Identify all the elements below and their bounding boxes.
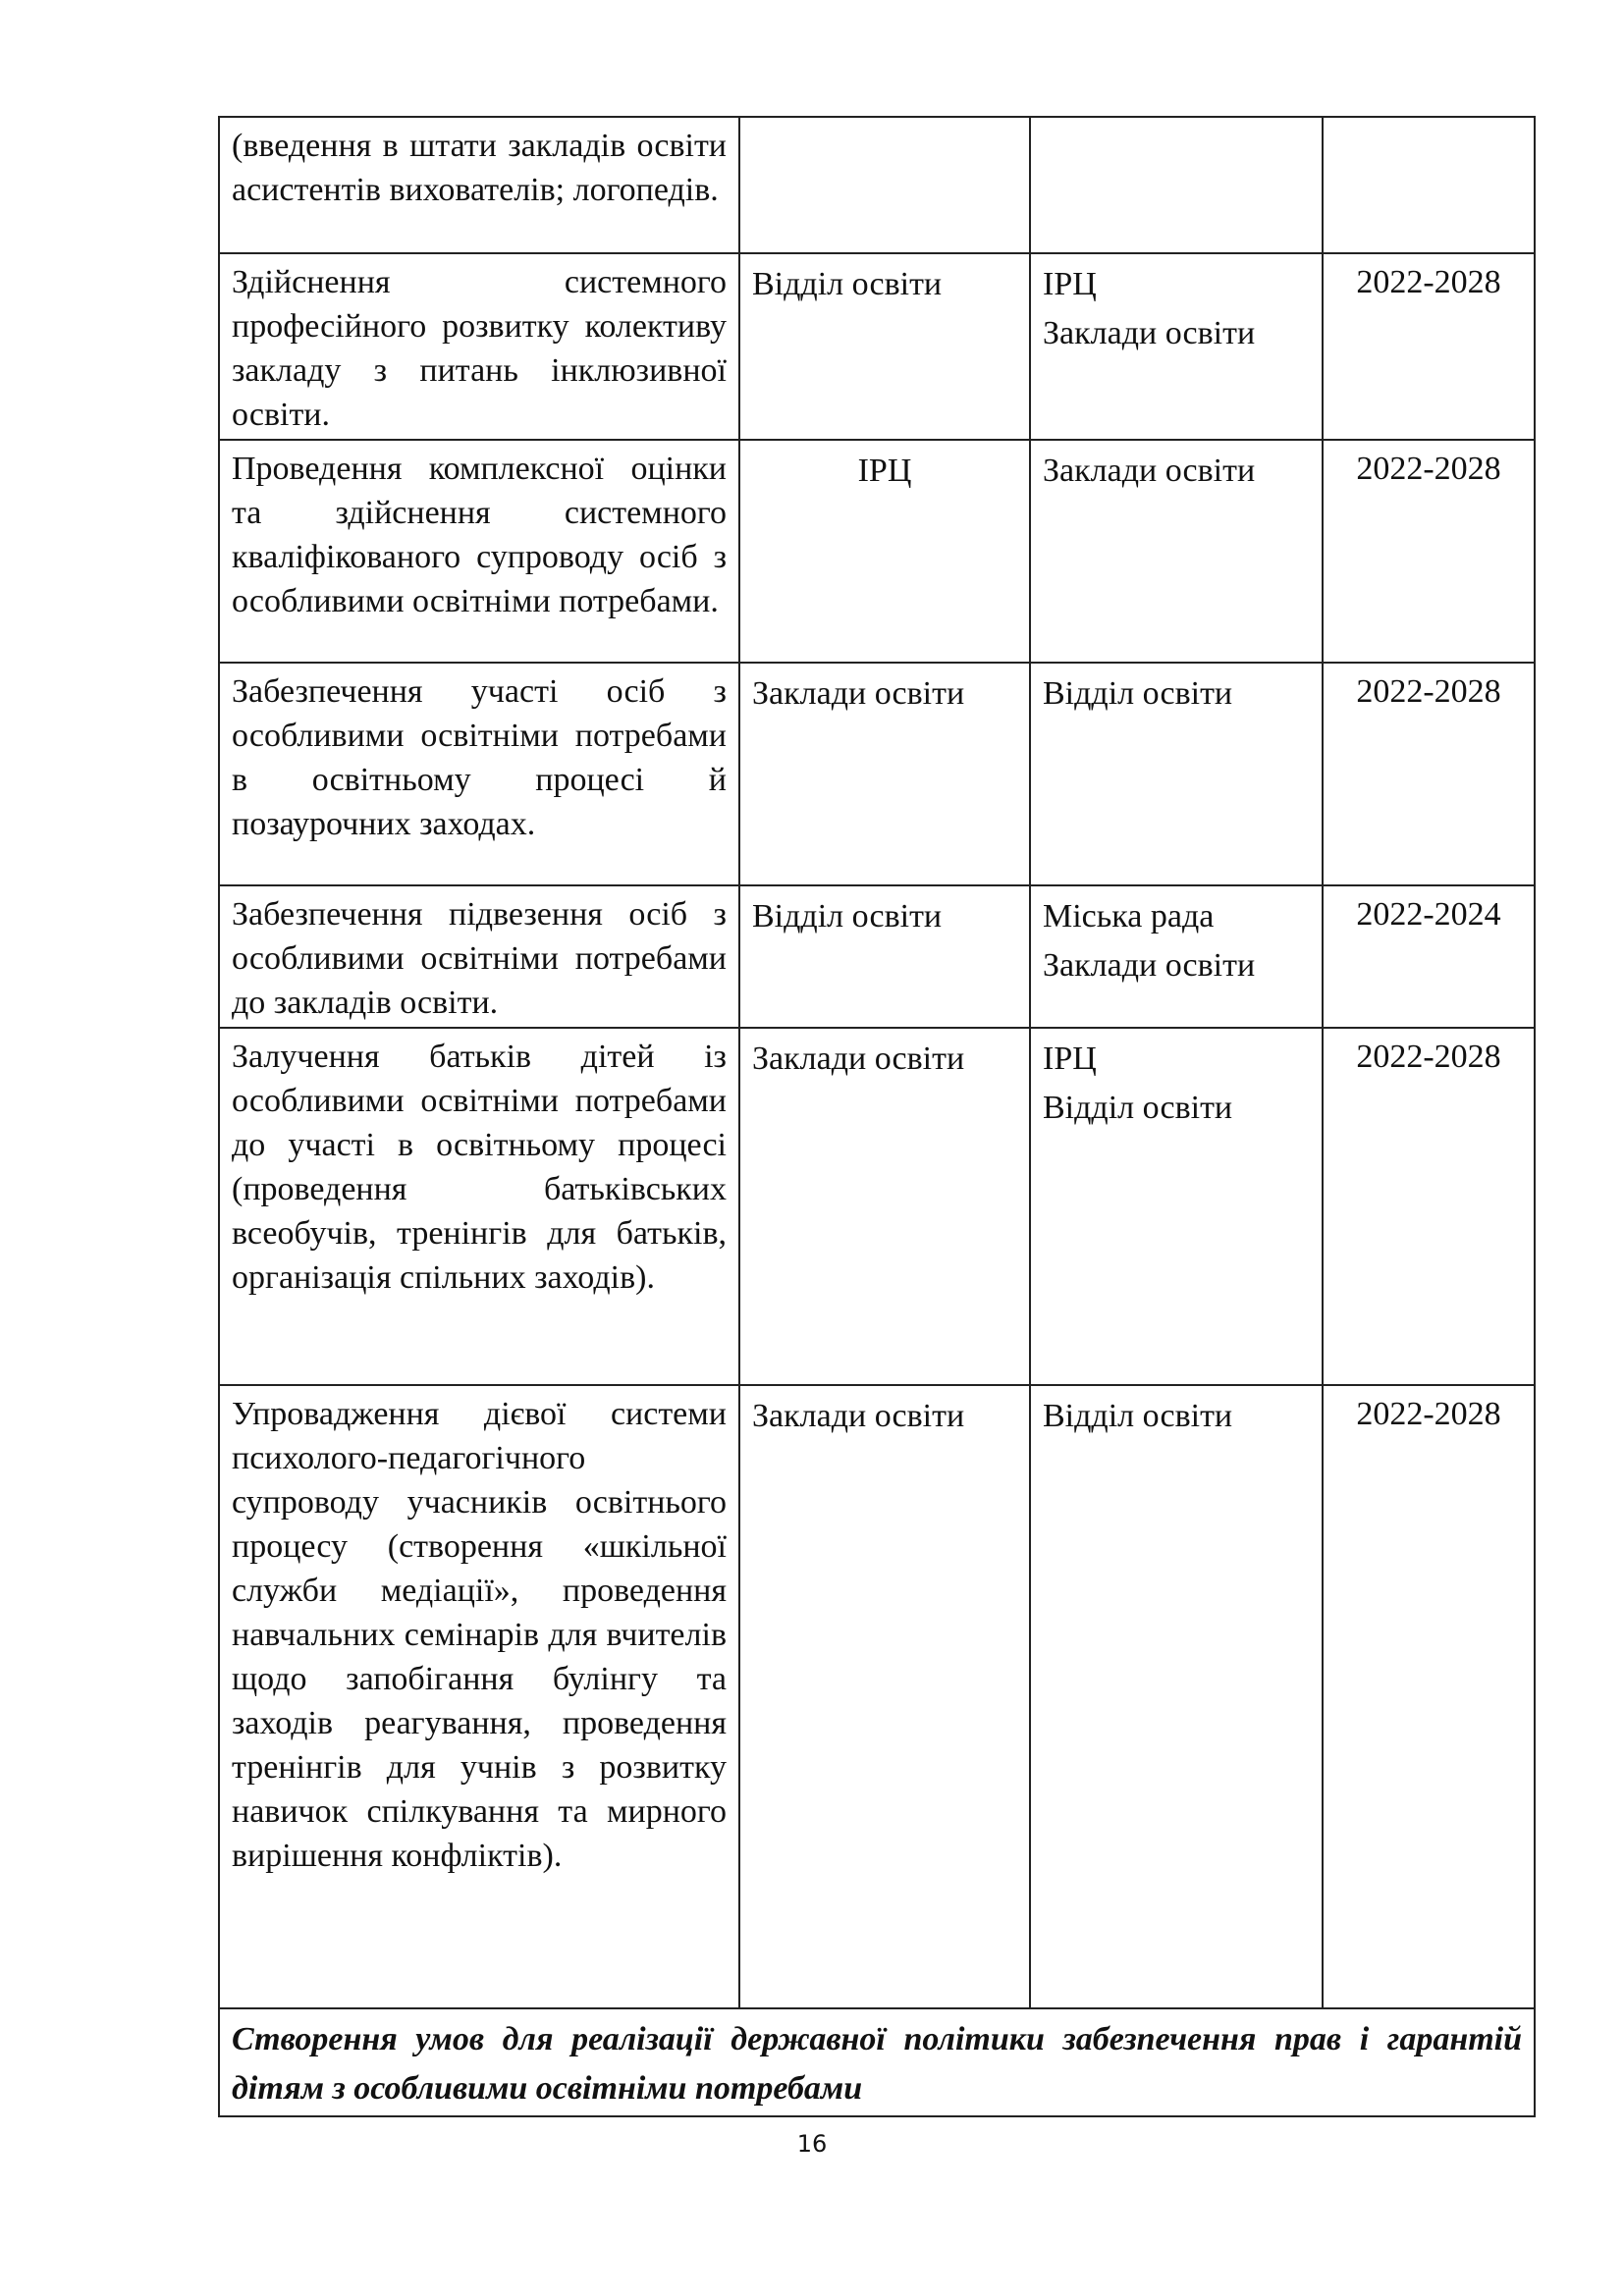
period-cell: 2022-2028 (1323, 1028, 1535, 1385)
table-row (219, 1028, 1535, 1385)
partners-cell (1030, 117, 1323, 253)
responsible-label: Відділ освіти (752, 266, 943, 302)
table-row (219, 440, 1535, 663)
table-row (219, 1385, 1535, 2008)
activity-cell: Залучення батьків дітей із особливими освітніми потребами до участі в освітньому процесі (проведення батьківських всеобучів, тренінгів для батьків, організація спільних заходів). (219, 1028, 739, 1385)
table-row (219, 117, 1535, 253)
partner-label: ІРЦ (1043, 266, 1097, 302)
partner-label: Відділ освіти (1043, 1090, 1233, 1126)
activity-cell: Упровадження дієвої системи психолого-педагогічного супроводу учасників освітнього процесу (створення «шкільної служби медіації», проведення навчальних семінарів для вчителів щодо запобігання булінгу та заходів реагування, проведення тренінгів для учнів з розвитку навичок спілкування та мирного вирішення конфліктів). (219, 1385, 739, 2008)
partner-label: Відділ освіти (1043, 1398, 1233, 1434)
responsible-label: Заклади освіти (752, 1398, 965, 1434)
responsible-cell (739, 1385, 1030, 2008)
table-row (219, 885, 1535, 1028)
measures-table (218, 116, 1536, 2117)
responsible-label: Заклади освіти (752, 675, 965, 712)
partners-cell (1030, 1385, 1323, 2008)
responsible-cell (739, 253, 1030, 440)
period-cell: 2022-2028 (1323, 440, 1535, 663)
section-heading (219, 2008, 1535, 2116)
period-cell (1323, 117, 1535, 253)
section-heading-text: Створення умов для реалізації державної політики забезпечення прав і гарантій дітям з особливими освітніми потребами (232, 2021, 1522, 2107)
activity-cell: Забезпечення підвезення осіб з особливими освітніми потребами до закладів освіти. (219, 885, 739, 1028)
responsible-cell (739, 440, 1030, 663)
responsible-cell (739, 663, 1030, 885)
section-heading-row (219, 2008, 1535, 2116)
partners-cell (1030, 440, 1323, 663)
partner-label: Міська рада (1043, 898, 1215, 934)
partner-label: Заклади освіти (1043, 315, 1256, 351)
partners-cell (1030, 663, 1323, 885)
period-cell: 2022-2024 (1323, 885, 1535, 1028)
partners-cell (1030, 885, 1323, 1028)
activity-cell: Здійснення системного професійного розвитку колективу закладу з питань інклюзивної освіти. (219, 253, 739, 440)
page-number: 16 (796, 2130, 828, 2158)
partner-label: Заклади освіти (1043, 453, 1256, 489)
partner-label: ІРЦ (1043, 1041, 1097, 1077)
activity-cell: Забезпечення участі осіб з особливими освітніми потребами в освітньому процесі й позаурочних заходах. (219, 663, 739, 885)
period-cell: 2022-2028 (1323, 253, 1535, 440)
period-cell: 2022-2028 (1323, 1385, 1535, 2008)
responsible-cell (739, 1028, 1030, 1385)
activity-cell: (введення в штати закладів освіти асистентів вихователів; логопедів. (219, 117, 739, 253)
responsible-cell (739, 117, 1030, 253)
table-row (219, 663, 1535, 885)
activity-cell: Проведення комплексної оцінки та здійснення системного кваліфікованого супроводу осіб з особливими освітніми потребами. (219, 440, 739, 663)
responsible-label: Заклади освіти (752, 1041, 965, 1077)
table-row (219, 253, 1535, 440)
partner-label: Відділ освіти (1043, 675, 1233, 712)
responsible-label: Відділ освіти (752, 898, 943, 934)
period-cell: 2022-2028 (1323, 663, 1535, 885)
partner-label: Заклади освіти (1043, 947, 1256, 984)
partners-cell (1030, 253, 1323, 440)
partners-cell (1030, 1028, 1323, 1385)
responsible-cell (739, 885, 1030, 1028)
responsible-label: ІРЦ (857, 453, 912, 489)
